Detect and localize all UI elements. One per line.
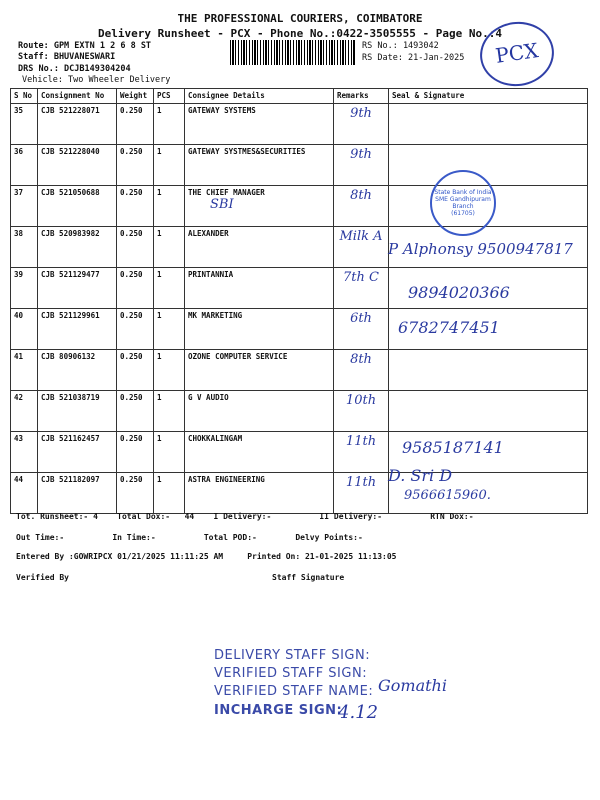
consignee-name: GATEWAY SYSTMES&SECURITIES (188, 147, 306, 156)
consignee-name: G V AUDIO (188, 393, 229, 402)
bank-stamp-line2: SME Gandhipuram Branch (435, 196, 491, 210)
cell-consignment: CJB 521228071 (38, 104, 117, 145)
verified-by: Verified By (16, 573, 69, 582)
consignee-name: CHOKKALINGAM (188, 434, 243, 443)
cell-sno: 41 (11, 350, 38, 391)
cell-remark: 6th (334, 309, 389, 350)
table-row (11, 350, 588, 391)
cell-consignee (185, 350, 334, 391)
cell-pcs: 1 (154, 432, 185, 473)
verified-staff-name: VERIFIED STAFF NAME: (214, 684, 374, 699)
bank-stamp-line1: State Bank of India (434, 189, 492, 196)
cell-weight: 0.250 (117, 145, 154, 186)
cell-remark: 9th (334, 104, 389, 145)
consignee-name: MK MARKETING (188, 311, 243, 320)
cell-consignment: CJB 521162457 (38, 432, 117, 473)
col-weight: Weight (117, 89, 154, 104)
route: Route: GPM EXTN 1 2 6 8 ST (18, 41, 152, 51)
cell-sno: 42 (11, 391, 38, 432)
hw-incharge: 4.12 (338, 702, 379, 723)
cell-consignment: CJB 521182097 (38, 473, 117, 514)
bank-stamp-line3: (61705) (451, 210, 475, 217)
cell-consignee (185, 391, 334, 432)
totals-line1: Tot. Runsheet:- 4 Total Dox:- 44 I Delivery:- II Delivery:- RTN Dox:- (16, 512, 474, 521)
cell-remark: 11th (334, 473, 389, 514)
cell-pcs: 1 (154, 473, 185, 514)
cell-pcs: 1 (154, 309, 185, 350)
consignee-note: SBI (210, 197, 234, 212)
cell-consignee (185, 432, 334, 473)
cell-sno: 40 (11, 309, 38, 350)
cell-weight: 0.250 (117, 186, 154, 227)
cell-consignment: CJB 80906132 (38, 350, 117, 391)
hw-sig3: 6782747451 (398, 318, 500, 337)
consignee-name: GATEWAY SYSTEMS (188, 106, 256, 115)
cell-seal (389, 391, 588, 432)
cell-consignment: CJB 521129961 (38, 309, 117, 350)
consignee-name: ASTRA ENGINEERING (188, 475, 265, 484)
cell-weight: 0.250 (117, 227, 154, 268)
hw-sig5: D. Sri D (388, 466, 453, 485)
bank-stamp (430, 170, 496, 236)
barcode (230, 40, 355, 65)
consignee-name: ALEXANDER (188, 229, 229, 238)
col-seal: Seal & Signature (389, 89, 588, 104)
cell-sno: 39 (11, 268, 38, 309)
delivery-staff-sign: DELIVERY STAFF SIGN: (214, 648, 371, 663)
cell-pcs: 1 (154, 268, 185, 309)
table-row (11, 473, 588, 514)
col-consignee: Consignee Details (185, 89, 334, 104)
cell-pcs: 1 (154, 145, 185, 186)
consignee-name: OZONE COMPUTER SERVICE (188, 352, 288, 361)
cell-weight: 0.250 (117, 473, 154, 514)
cell-consignee (185, 309, 334, 350)
cell-remark: Milk A (334, 227, 389, 268)
hw-sig4: 9585187141 (402, 438, 504, 457)
cell-consignment: CJB 521050688 (38, 186, 117, 227)
cell-consignee (185, 227, 334, 268)
cell-weight: 0.250 (117, 309, 154, 350)
consignee-name: PRINTANNIA (188, 270, 234, 279)
cell-remark: 8th (334, 350, 389, 391)
entered-by: Entered By :GOWRIPCX 01/21/2025 11:11:25 AM Printed On: 21-01-2025 11:13:05 (16, 552, 397, 561)
cell-consignee (185, 186, 334, 227)
cell-sno: 43 (11, 432, 38, 473)
cell-pcs: 1 (154, 391, 185, 432)
pcx-stamp: PCX (476, 17, 558, 91)
rs-no: RS No.: 1493042 (362, 41, 439, 51)
cell-consignment: CJB 521228040 (38, 145, 117, 186)
staff: Staff: BHUVANESWARI (18, 52, 116, 62)
cell-sno: 35 (11, 104, 38, 145)
table-row (11, 391, 588, 432)
runsheet-subtitle: Delivery Runsheet - PCX - Phone No.:0422-3505555 - Page No.:4 (98, 27, 502, 40)
cell-consignee (185, 473, 334, 514)
hw-sig1: P Alphonsy 9500947817 (388, 240, 573, 258)
cell-pcs: 1 (154, 350, 185, 391)
hw-staff-name: Gomathi (378, 676, 447, 695)
cell-sno: 38 (11, 227, 38, 268)
table-row (11, 104, 588, 145)
cell-weight: 0.250 (117, 391, 154, 432)
table-header (11, 89, 588, 104)
hw-sig2: 9894020366 (408, 283, 510, 302)
col-pcs: PCS (154, 89, 185, 104)
col-consignment: Consignment No (38, 89, 117, 104)
table-row (11, 309, 588, 350)
cell-seal (389, 104, 588, 145)
totals-line2: Out Time:- In Time:- Total POD:- Delvy Points:- (16, 533, 363, 542)
table-row (11, 186, 588, 227)
cell-weight: 0.250 (117, 350, 154, 391)
consignee-name: THE CHIEF MANAGER (188, 188, 265, 197)
cell-weight: 0.250 (117, 432, 154, 473)
cell-seal (389, 350, 588, 391)
cell-consignee (185, 104, 334, 145)
cell-pcs: 1 (154, 104, 185, 145)
cell-consignment: CJB 520983982 (38, 227, 117, 268)
company-title: THE PROFESSIONAL COURIERS, COIMBATORE (177, 12, 423, 25)
verified-staff-sign: VERIFIED STAFF SIGN: (214, 666, 368, 681)
cell-weight: 0.250 (117, 268, 154, 309)
cell-pcs: 1 (154, 186, 185, 227)
cell-pcs: 1 (154, 227, 185, 268)
cell-remark: 7th C (334, 268, 389, 309)
staff-signature: Staff Signature (272, 573, 345, 582)
cell-remark: 10th (334, 391, 389, 432)
cell-consignee (185, 268, 334, 309)
rs-date: RS Date: 21-Jan-2025 (362, 53, 465, 63)
cell-consignee (185, 145, 334, 186)
col-sno: S No (11, 89, 38, 104)
col-remarks: Remarks (334, 89, 389, 104)
cell-remark: 9th (334, 145, 389, 186)
cell-sno: 36 (11, 145, 38, 186)
vehicle: Vehicle: Two Wheeler Delivery (22, 75, 171, 85)
cell-seal (389, 145, 588, 186)
cell-sno: 37 (11, 186, 38, 227)
table-row (11, 145, 588, 186)
incharge-sign: INCHARGE SIGN: (214, 703, 343, 718)
hw-sig6: 9566615960. (404, 488, 491, 503)
cell-consignment: CJB 521129477 (38, 268, 117, 309)
cell-remark: 8th (334, 186, 389, 227)
drs-no: DRS No.: DCJB149304204 (18, 64, 131, 74)
cell-weight: 0.250 (117, 104, 154, 145)
cell-consignment: CJB 521038719 (38, 391, 117, 432)
cell-remark: 11th (334, 432, 389, 473)
cell-sno: 44 (11, 473, 38, 514)
